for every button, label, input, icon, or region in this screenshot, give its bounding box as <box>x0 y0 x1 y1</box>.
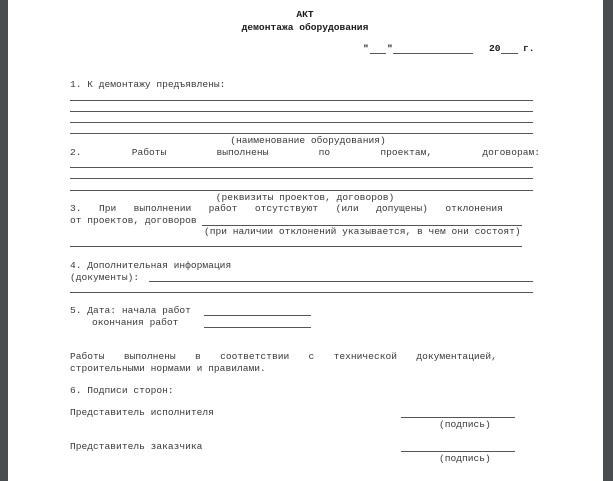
end-date-field[interactable] <box>204 327 311 328</box>
year-prefix: 20 <box>489 43 501 54</box>
word: документацией, <box>416 351 497 362</box>
projects-line-2[interactable] <box>70 178 533 179</box>
deviations-line-2[interactable] <box>70 246 522 247</box>
word: договорам: <box>482 147 540 158</box>
projects-caption: (реквизиты проектов, договоров) <box>215 192 395 203</box>
equipment-line-4[interactable] <box>70 133 533 134</box>
word: выполнены <box>123 351 176 362</box>
contractor-signature-field[interactable] <box>401 417 515 418</box>
compliance-text <box>70 351 497 362</box>
word: в <box>195 351 201 362</box>
section6-label: 6. Подписи сторон: <box>70 385 174 396</box>
word: выполнены <box>216 147 269 158</box>
equipment-line-1[interactable] <box>70 100 533 101</box>
document-title: АКТ <box>296 9 314 20</box>
contractor-signature-caption: (подпись) <box>439 419 491 430</box>
documents-line-2[interactable] <box>70 292 533 293</box>
word: соответствии <box>220 351 290 362</box>
start-date-label: 5. Дата: начала работ <box>70 305 191 316</box>
deviations-caption: (при наличии отклонений указывается, в чем они состоят) <box>204 226 521 237</box>
contractor-rep-label: Представитель исполнителя <box>70 407 214 418</box>
word: (или <box>335 203 359 214</box>
word: Работы <box>131 147 167 158</box>
compliance-line2: строительными нормами и правилами. <box>70 363 266 374</box>
customer-signature-caption: (подпись) <box>439 453 491 464</box>
word: выполнении <box>133 203 192 214</box>
projects-line-1[interactable] <box>70 167 533 168</box>
word: отклонения <box>445 203 503 214</box>
word: с <box>308 351 315 362</box>
document-page <box>8 0 603 481</box>
day-quote-close: " <box>387 43 393 54</box>
year-suffix: г. <box>523 43 535 54</box>
year-field[interactable] <box>501 53 518 54</box>
projects-line-3[interactable] <box>70 190 533 191</box>
word: допущены) <box>376 203 428 214</box>
day-field[interactable] <box>370 53 386 54</box>
equipment-caption: (наименование оборудования) <box>230 135 386 146</box>
word: 3. <box>70 203 82 214</box>
word: Работы <box>70 351 105 362</box>
equipment-line-3[interactable] <box>70 122 533 123</box>
section3-label <box>70 203 503 214</box>
document-subtitle: демонтажа оборудования <box>241 22 369 33</box>
word: отсутствуют <box>254 203 319 214</box>
section4-label: 4. Дополнительная информация <box>70 260 232 271</box>
start-date-field[interactable] <box>204 315 311 316</box>
word: работ <box>208 203 238 214</box>
word: проектам, <box>380 147 433 158</box>
equipment-line-2[interactable] <box>70 111 533 112</box>
section3-line2: от проектов, договоров <box>70 215 197 226</box>
customer-rep-label: Представитель заказчика <box>70 441 203 452</box>
documents-line-1[interactable] <box>149 281 533 282</box>
day-quote-open: " <box>363 43 369 54</box>
customer-signature-field[interactable] <box>401 451 515 452</box>
end-date-label: окончания работ <box>92 317 179 328</box>
section1-label: 1. К демонтажу предъявлены: <box>70 79 226 90</box>
word: При <box>98 203 117 214</box>
word: 2. <box>70 147 82 158</box>
section2-label <box>70 147 540 158</box>
word: по <box>318 147 331 158</box>
word: технической <box>333 351 397 362</box>
month-field[interactable] <box>393 53 473 54</box>
section4-line2: (документы): <box>70 272 140 283</box>
